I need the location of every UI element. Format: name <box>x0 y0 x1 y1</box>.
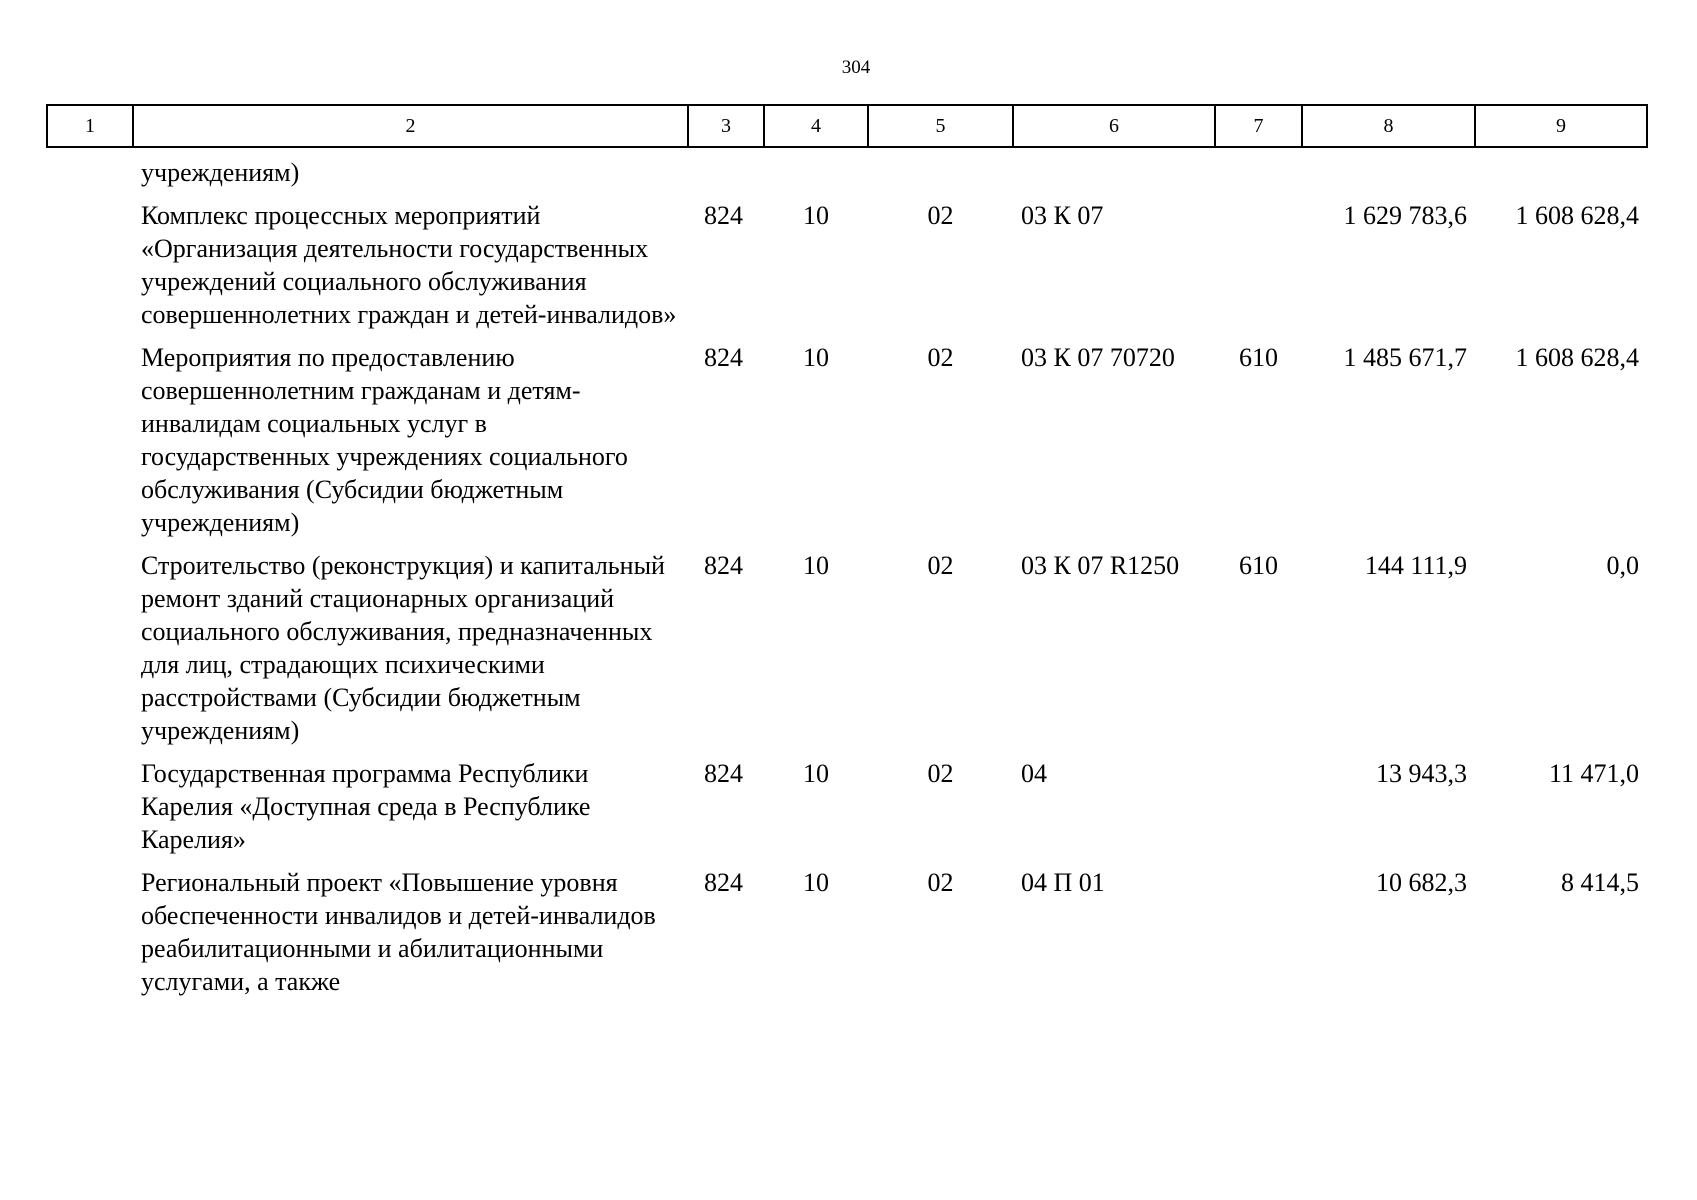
cell-description: Государственная программа Республики Карелия «Доступная среда в Республике Карелия» <box>141 759 591 854</box>
cell-col-8: 13 943,3 <box>1376 759 1467 788</box>
budget-table <box>46 104 1648 1008</box>
cell-col-6: 04 <box>1021 759 1047 788</box>
column-header: 8 <box>1302 105 1475 147</box>
cell-col-7: 610 <box>1239 343 1278 372</box>
column-header: 3 <box>688 105 764 147</box>
table-row <box>47 757 1647 866</box>
cell-col-9: 8 414,5 <box>1561 868 1639 897</box>
cell-col-7 <box>1215 199 1302 341</box>
cell-col-6: 04 П 01 <box>1021 868 1105 897</box>
cell-col-4: 10 <box>803 759 829 788</box>
cell-col-3: 824 <box>704 759 743 788</box>
column-header: 1 <box>47 105 133 147</box>
cell-col-5: 02 <box>927 759 954 788</box>
page-number: 304 <box>841 57 871 78</box>
cell-col-9: 0,0 <box>1606 551 1639 580</box>
cell-col-8 <box>1302 147 1475 199</box>
cell-col-3: 824 <box>704 201 743 230</box>
table-row <box>47 199 1647 341</box>
cell-col-4 <box>764 147 868 199</box>
column-header: 7 <box>1215 105 1302 147</box>
table-row <box>47 866 1647 1008</box>
column-header: 5 <box>868 105 1013 147</box>
cell-col-4: 10 <box>803 201 829 230</box>
cell-col-5: 02 <box>927 343 954 372</box>
cell-col-1 <box>47 866 133 1008</box>
cell-col-6: 03 К 07 R1250 <box>1021 551 1180 580</box>
cell-col-8: 144 111,9 <box>1364 551 1467 580</box>
cell-description: Региональный проект «Повышение уровня обеспеченности инвалидов и детей-инвалидов реабилитационными и абилитационными услугами, а также <box>141 868 656 996</box>
cell-col-1 <box>47 341 133 549</box>
cell-description: учреждениям) <box>141 158 300 187</box>
cell-description: Строительство (реконструкция) и капитальный ремонт зданий стационарных организаций социального обслуживания, предназначенных для лиц, страдающих психическими расстройствами (Субсидии бюджетным учреждениям) <box>141 551 665 745</box>
cell-col-8: 1 629 783,6 <box>1343 201 1467 230</box>
cell-col-9: 1 608 628,4 <box>1515 343 1639 372</box>
cell-col-5: 02 <box>927 201 954 230</box>
table-row <box>47 341 1647 549</box>
column-number-header <box>47 105 1647 147</box>
cell-col-5: 02 <box>927 551 954 580</box>
cell-col-3: 824 <box>704 551 743 580</box>
cell-description: Комплекс процессных мероприятий «Организация деятельности государственных учреждений социального обслуживания совершеннолетних граждан и детей-инвалидов» <box>141 201 677 329</box>
cell-col-1 <box>47 147 133 199</box>
cell-col-9: 1 608 628,4 <box>1515 201 1639 230</box>
column-header: 9 <box>1475 105 1647 147</box>
cell-col-4: 10 <box>803 868 829 897</box>
cell-col-3: 824 <box>704 868 743 897</box>
column-header: 2 <box>133 105 688 147</box>
cell-col-9: 11 471,0 <box>1548 759 1639 788</box>
cell-col-4: 10 <box>803 551 829 580</box>
cell-col-3 <box>688 147 764 199</box>
cell-col-8: 10 682,3 <box>1376 868 1467 897</box>
cell-col-7 <box>1215 147 1302 199</box>
cell-col-5 <box>868 147 1013 199</box>
cell-col-9 <box>1475 147 1647 199</box>
cell-col-1 <box>47 757 133 866</box>
column-header: 6 <box>1013 105 1215 147</box>
cell-col-1 <box>47 199 133 341</box>
cell-col-7 <box>1215 757 1302 866</box>
cell-col-4: 10 <box>803 343 829 372</box>
cell-col-5: 02 <box>927 868 954 897</box>
table-row <box>47 549 1647 757</box>
column-header: 4 <box>764 105 868 147</box>
cell-col-7: 610 <box>1239 551 1278 580</box>
cell-col-3: 824 <box>704 343 743 372</box>
cell-description: Мероприятия по предоставлению совершеннолетним гражданам и детям-инвалидам социальных услуг в государственных учреждениях социального обслуживания (Субсидии бюджетным учреждениям) <box>141 343 628 537</box>
cell-col-7 <box>1215 866 1302 1008</box>
table-row <box>47 147 1647 199</box>
cell-col-8: 1 485 671,7 <box>1343 343 1467 372</box>
cell-col-6 <box>1013 147 1215 199</box>
cell-col-1 <box>47 549 133 757</box>
cell-col-6: 03 К 07 70720 <box>1021 343 1175 372</box>
cell-col-6: 03 К 07 <box>1021 201 1104 230</box>
